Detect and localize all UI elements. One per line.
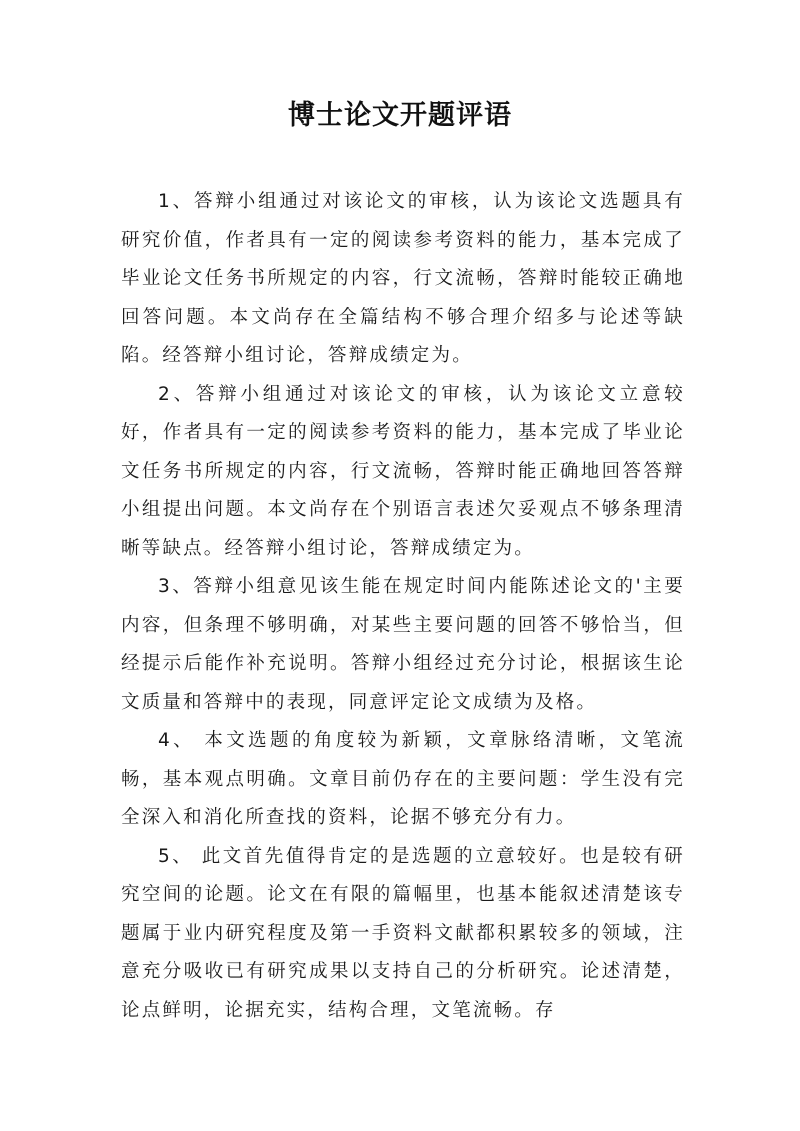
document-title: 博士论文开题评语	[288, 100, 512, 131]
paragraph-5: 5、 此文首先值得肯定的是选题的立意较好。也是较有研究空间的论题。论文在有限的篇幅里，也基本能叙述清楚该专题属于业内研究程度及第一手资料文献都积累较多的领域，注意充分吸收已有研究成果以支持自己的分析研究。论述清楚，论点鲜明，论据充实，结构合理，文笔流畅。存	[121, 845, 685, 1021]
paragraph-1: 1、答辩小组通过对该论文的审核，认为该论文选题具有研究价值，作者具有一定的阅读参考资料的能力，基本完成了毕业论文任务书所规定的内容，行文流畅，答辩时能较正确地回答问题。本文尚存在全篇结构不够合理介绍多与论述等缺陷。经答辩小组讨论，答辩成绩定为。	[121, 191, 685, 366]
paragraph-4: 4、 本文选题的角度较为新颖，文章脉络清晰，文笔流畅，基本观点明确。文章目前仍存在的主要问题：学生没有完全深入和消化所查找的资料，论据不够充分有力。	[121, 730, 685, 828]
paragraph-3: 3、答辩小组意见该生能在规定时间内能陈述论文的'主要内容，但条理不够明确，对某些主要问题的回答不够恰当，但经提示后能作补充说明。答辩小组经过充分讨论，根据该生论文质量和答辩中的表现，同意评定论文成绩为及格。	[121, 576, 685, 713]
paragraph-2: 2、答辩小组通过对该论文的审核，认为该论文立意较好，作者具有一定的阅读参考资料的能力，基本完成了毕业论文任务书所规定的内容，行文流畅，答辩时能正确地回答答辩小组提出问题。本文尚存在个别语言表述欠妥观点不够条理清晰等缺点。经答辩小组讨论，答辩成绩定为。	[121, 383, 685, 559]
document-body	[121, 183, 685, 1030]
